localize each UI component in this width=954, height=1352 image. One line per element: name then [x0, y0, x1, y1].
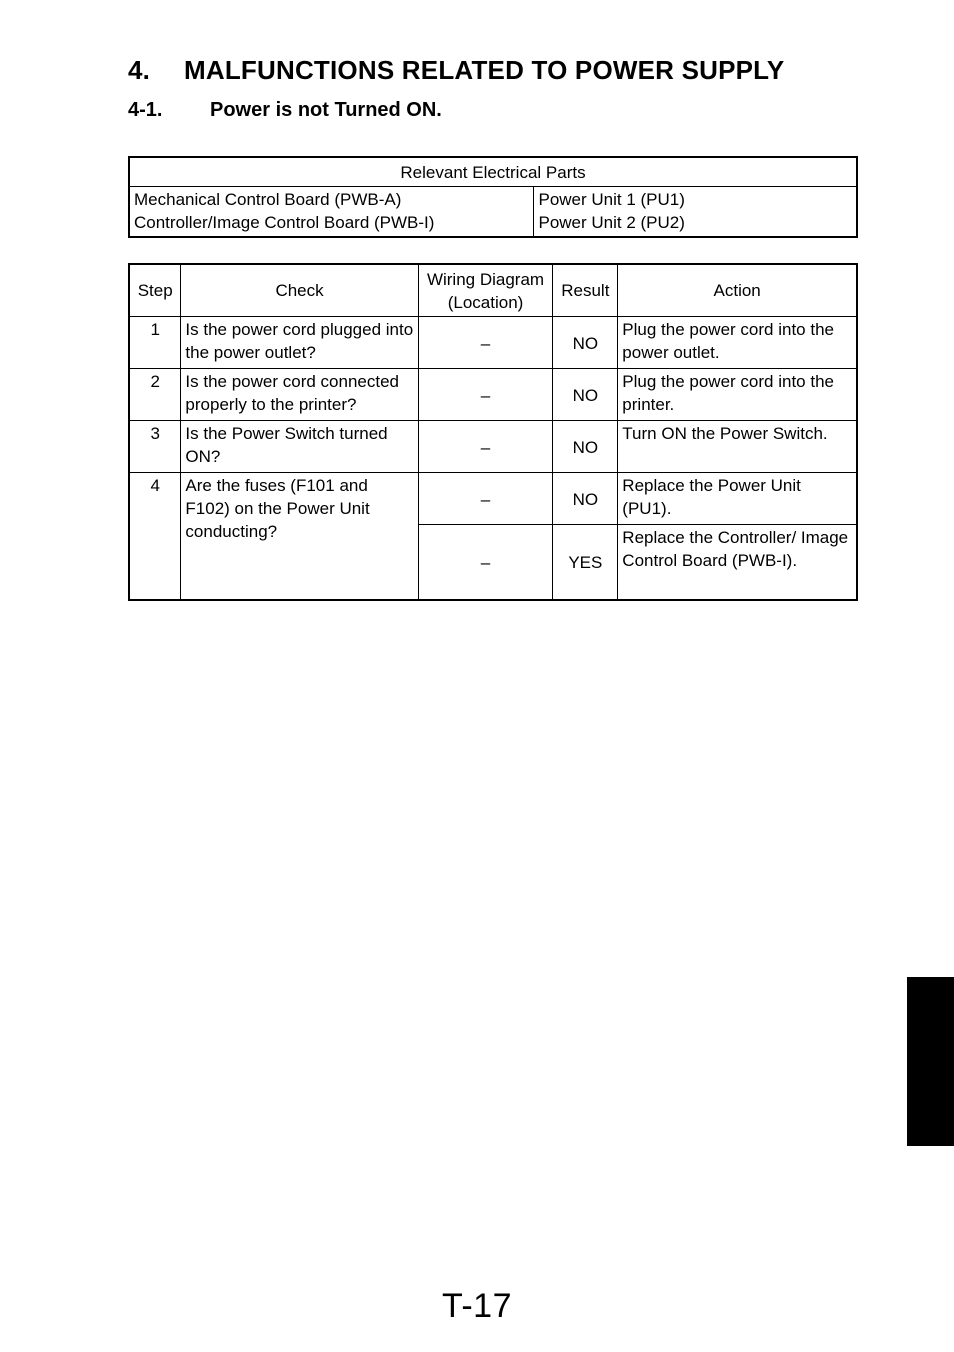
check-cell: Are the fuses (F101 and F102) on the Power Unit conducting?	[181, 473, 418, 601]
column-header-result: Result	[553, 264, 618, 317]
wiring-cell: –	[418, 473, 553, 525]
column-header-check: Check	[181, 264, 418, 317]
result-cell: NO	[553, 369, 618, 421]
parts-left-cell	[129, 187, 534, 238]
wiring-cell: –	[418, 421, 553, 473]
section-title: MALFUNCTIONS RELATED TO POWER SUPPLY	[184, 55, 785, 85]
result-cell: YES	[553, 525, 618, 601]
section-heading	[128, 55, 784, 86]
part-item: Power Unit 1 (PU1)	[538, 190, 685, 209]
wiring-cell: –	[418, 369, 553, 421]
action-cell: Plug the power cord into the printer.	[618, 369, 857, 421]
section-number: 4.	[128, 55, 151, 85]
check-cell: Is the power cord connected properly to the printer?	[181, 369, 418, 421]
parts-right-cell	[534, 187, 857, 238]
part-item: Controller/Image Control Board (PWB-I)	[134, 213, 435, 232]
subsection-heading	[128, 99, 442, 122]
result-cell: NO	[553, 421, 618, 473]
step-cell: 4	[129, 473, 181, 601]
action-cell: Plug the power cord into the power outlet.	[618, 317, 857, 369]
wiring-cell: –	[418, 317, 553, 369]
table-row	[129, 421, 857, 473]
step-cell: 3	[129, 421, 181, 473]
relevant-parts-table	[128, 156, 858, 238]
column-header-wiring: Wiring Diagram (Location)	[418, 264, 553, 317]
subsection-title: Power is not Turned ON.	[210, 99, 442, 121]
wiring-cell: –	[418, 525, 553, 601]
action-cell: Replace the Power Unit (PU1).	[618, 473, 857, 525]
section-tab-marker	[907, 977, 954, 1146]
troubleshooting-table	[128, 263, 858, 601]
table-header-row	[129, 264, 857, 317]
check-cell: Is the Power Switch turned ON?	[181, 421, 418, 473]
table-row	[129, 317, 857, 369]
result-cell: NO	[553, 473, 618, 525]
column-header-step: Step	[129, 264, 181, 317]
step-cell: 2	[129, 369, 181, 421]
step-cell: 1	[129, 317, 181, 369]
table-row	[129, 369, 857, 421]
table-row	[129, 473, 857, 525]
part-item: Power Unit 2 (PU2)	[538, 213, 685, 232]
page-number: T-17	[441, 1287, 513, 1325]
action-cell: Replace the Controller/ Image Control Board (PWB-I).	[618, 525, 857, 601]
check-cell: Is the power cord plugged into the power outlet?	[181, 317, 418, 369]
action-cell: Turn ON the Power Switch.	[618, 421, 857, 473]
part-item: Mechanical Control Board (PWB-A)	[134, 190, 402, 209]
subsection-number: 4-1.	[128, 99, 163, 121]
result-cell: NO	[553, 317, 618, 369]
parts-table-header: Relevant Electrical Parts	[129, 157, 857, 187]
column-header-action: Action	[618, 264, 857, 317]
